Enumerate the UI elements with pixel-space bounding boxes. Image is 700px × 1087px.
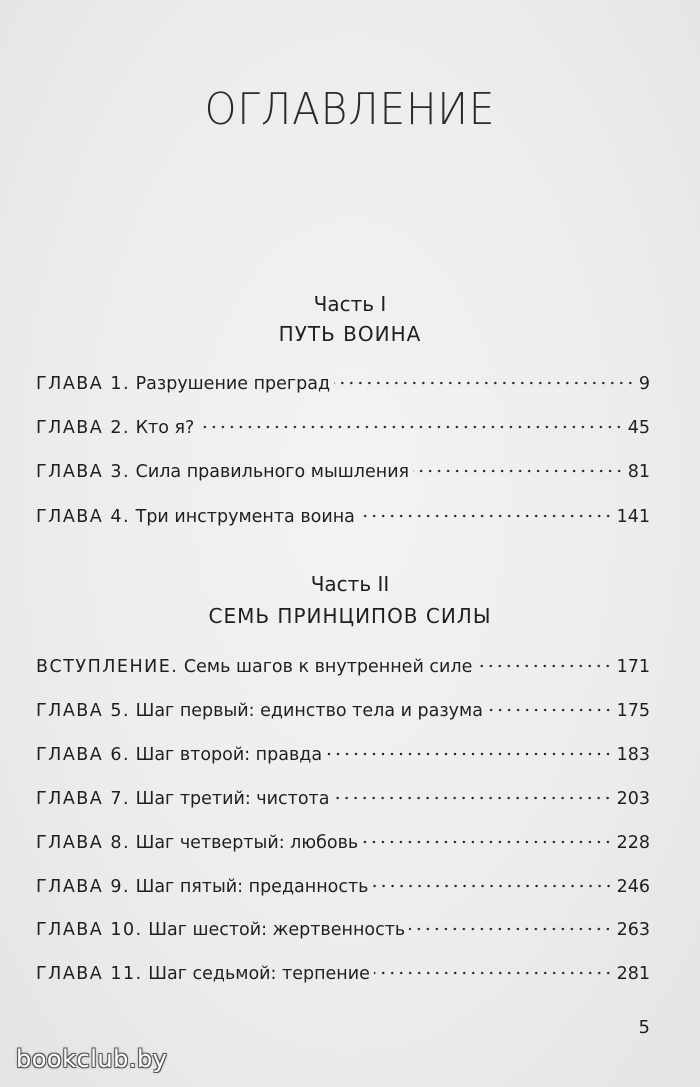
toc-chapter-label: ГЛАВА 4.: [36, 507, 131, 527]
dot-leader: [359, 513, 613, 519]
toc-chapter-label: ГЛАВА 9.: [36, 877, 131, 897]
toc-entry-title: Шаг седьмой: терпение: [148, 964, 370, 984]
dot-leader: [326, 751, 613, 757]
toc-entry[interactable]: [36, 964, 650, 992]
toc-entry[interactable]: [36, 789, 650, 817]
toc-entry-title: Сила правильного мышления: [135, 462, 410, 482]
dot-leader: [362, 839, 612, 845]
page-title: ОГЛАВЛЕНИЕ: [204, 84, 496, 135]
toc-entry-title: Шаг первый: единство тела и разума: [135, 701, 483, 721]
toc-entry[interactable]: [36, 507, 650, 535]
part-1-label: Часть I: [313, 292, 387, 316]
toc-page-number: 81: [627, 462, 650, 482]
toc-entry-title: Шаг шестой: жертвенность: [148, 920, 406, 940]
toc-page-number: 141: [616, 507, 650, 527]
toc-chapter-label: ГЛАВА 3.: [36, 462, 131, 482]
toc-entry-title: Шаг третий: чистота: [135, 789, 330, 809]
toc-chapter-label: ВСТУПЛЕНИЕ.: [36, 657, 179, 677]
site-watermark: bookclub.by: [16, 1045, 168, 1073]
toc-entry-title: Шаг четвертый: любовь: [135, 833, 359, 853]
page-number: 5: [638, 1017, 650, 1038]
toc-entry[interactable]: [36, 833, 650, 861]
toc-entry-title: Три инструмента воина: [135, 507, 355, 527]
toc-entry-title: Разрушение преград: [135, 374, 331, 394]
toc-page-number: 281: [616, 964, 650, 984]
toc-chapter-label: ГЛАВА 7.: [36, 789, 131, 809]
part-2-title: СЕМЬ ПРИНЦИПОВ СИЛЫ: [208, 604, 492, 628]
toc-entry[interactable]: [36, 745, 650, 773]
toc-page-number: 183: [616, 745, 650, 765]
dot-leader: [476, 663, 612, 669]
toc-chapter-label: ГЛАВА 2.: [36, 418, 131, 438]
toc-entry[interactable]: [36, 701, 650, 729]
toc-entry[interactable]: [36, 374, 650, 402]
toc-chapter-label: ГЛАВА 5.: [36, 701, 131, 721]
dot-leader: [413, 468, 624, 474]
toc-page-number: 263: [616, 920, 650, 940]
dot-leader: [333, 795, 612, 801]
dot-leader: [409, 926, 612, 932]
toc-entry[interactable]: [36, 877, 650, 905]
toc-page-number: 171: [616, 657, 650, 677]
dot-leader: [487, 707, 613, 713]
part-2-label: Часть II: [310, 572, 390, 596]
toc-chapter-label: ГЛАВА 1.: [36, 374, 131, 394]
toc-entry[interactable]: [36, 920, 650, 948]
toc-chapter-label: ГЛАВА 8.: [36, 833, 131, 853]
part-1-title: ПУТЬ ВОИНА: [278, 322, 422, 346]
toc-chapter-label: ГЛАВА 10.: [36, 920, 143, 940]
toc-page-number: 203: [616, 789, 650, 809]
toc-entry-title: Кто я?: [135, 418, 195, 438]
toc-page-number: 246: [616, 877, 650, 897]
toc-entry-title: Шаг пятый: преданность: [135, 877, 369, 897]
toc-chapter-label: ГЛАВА 11.: [36, 964, 143, 984]
toc-page-number: 175: [616, 701, 650, 721]
toc-entry-title: Шаг второй: правда: [135, 745, 323, 765]
toc-entry[interactable]: [36, 657, 650, 685]
toc-page-number: 228: [616, 833, 650, 853]
toc-page-number: 45: [627, 418, 650, 438]
dot-leader: [198, 424, 623, 430]
toc-chapter-label: ГЛАВА 6.: [36, 745, 131, 765]
toc-page-number: 9: [638, 374, 650, 394]
dot-leader: [334, 380, 635, 386]
toc-entry[interactable]: [36, 418, 650, 446]
dot-leader: [374, 970, 613, 976]
toc-entry-title: Семь шагов к внутренней силе: [183, 657, 473, 677]
toc-entry[interactable]: [36, 462, 650, 490]
dot-leader: [373, 883, 613, 889]
